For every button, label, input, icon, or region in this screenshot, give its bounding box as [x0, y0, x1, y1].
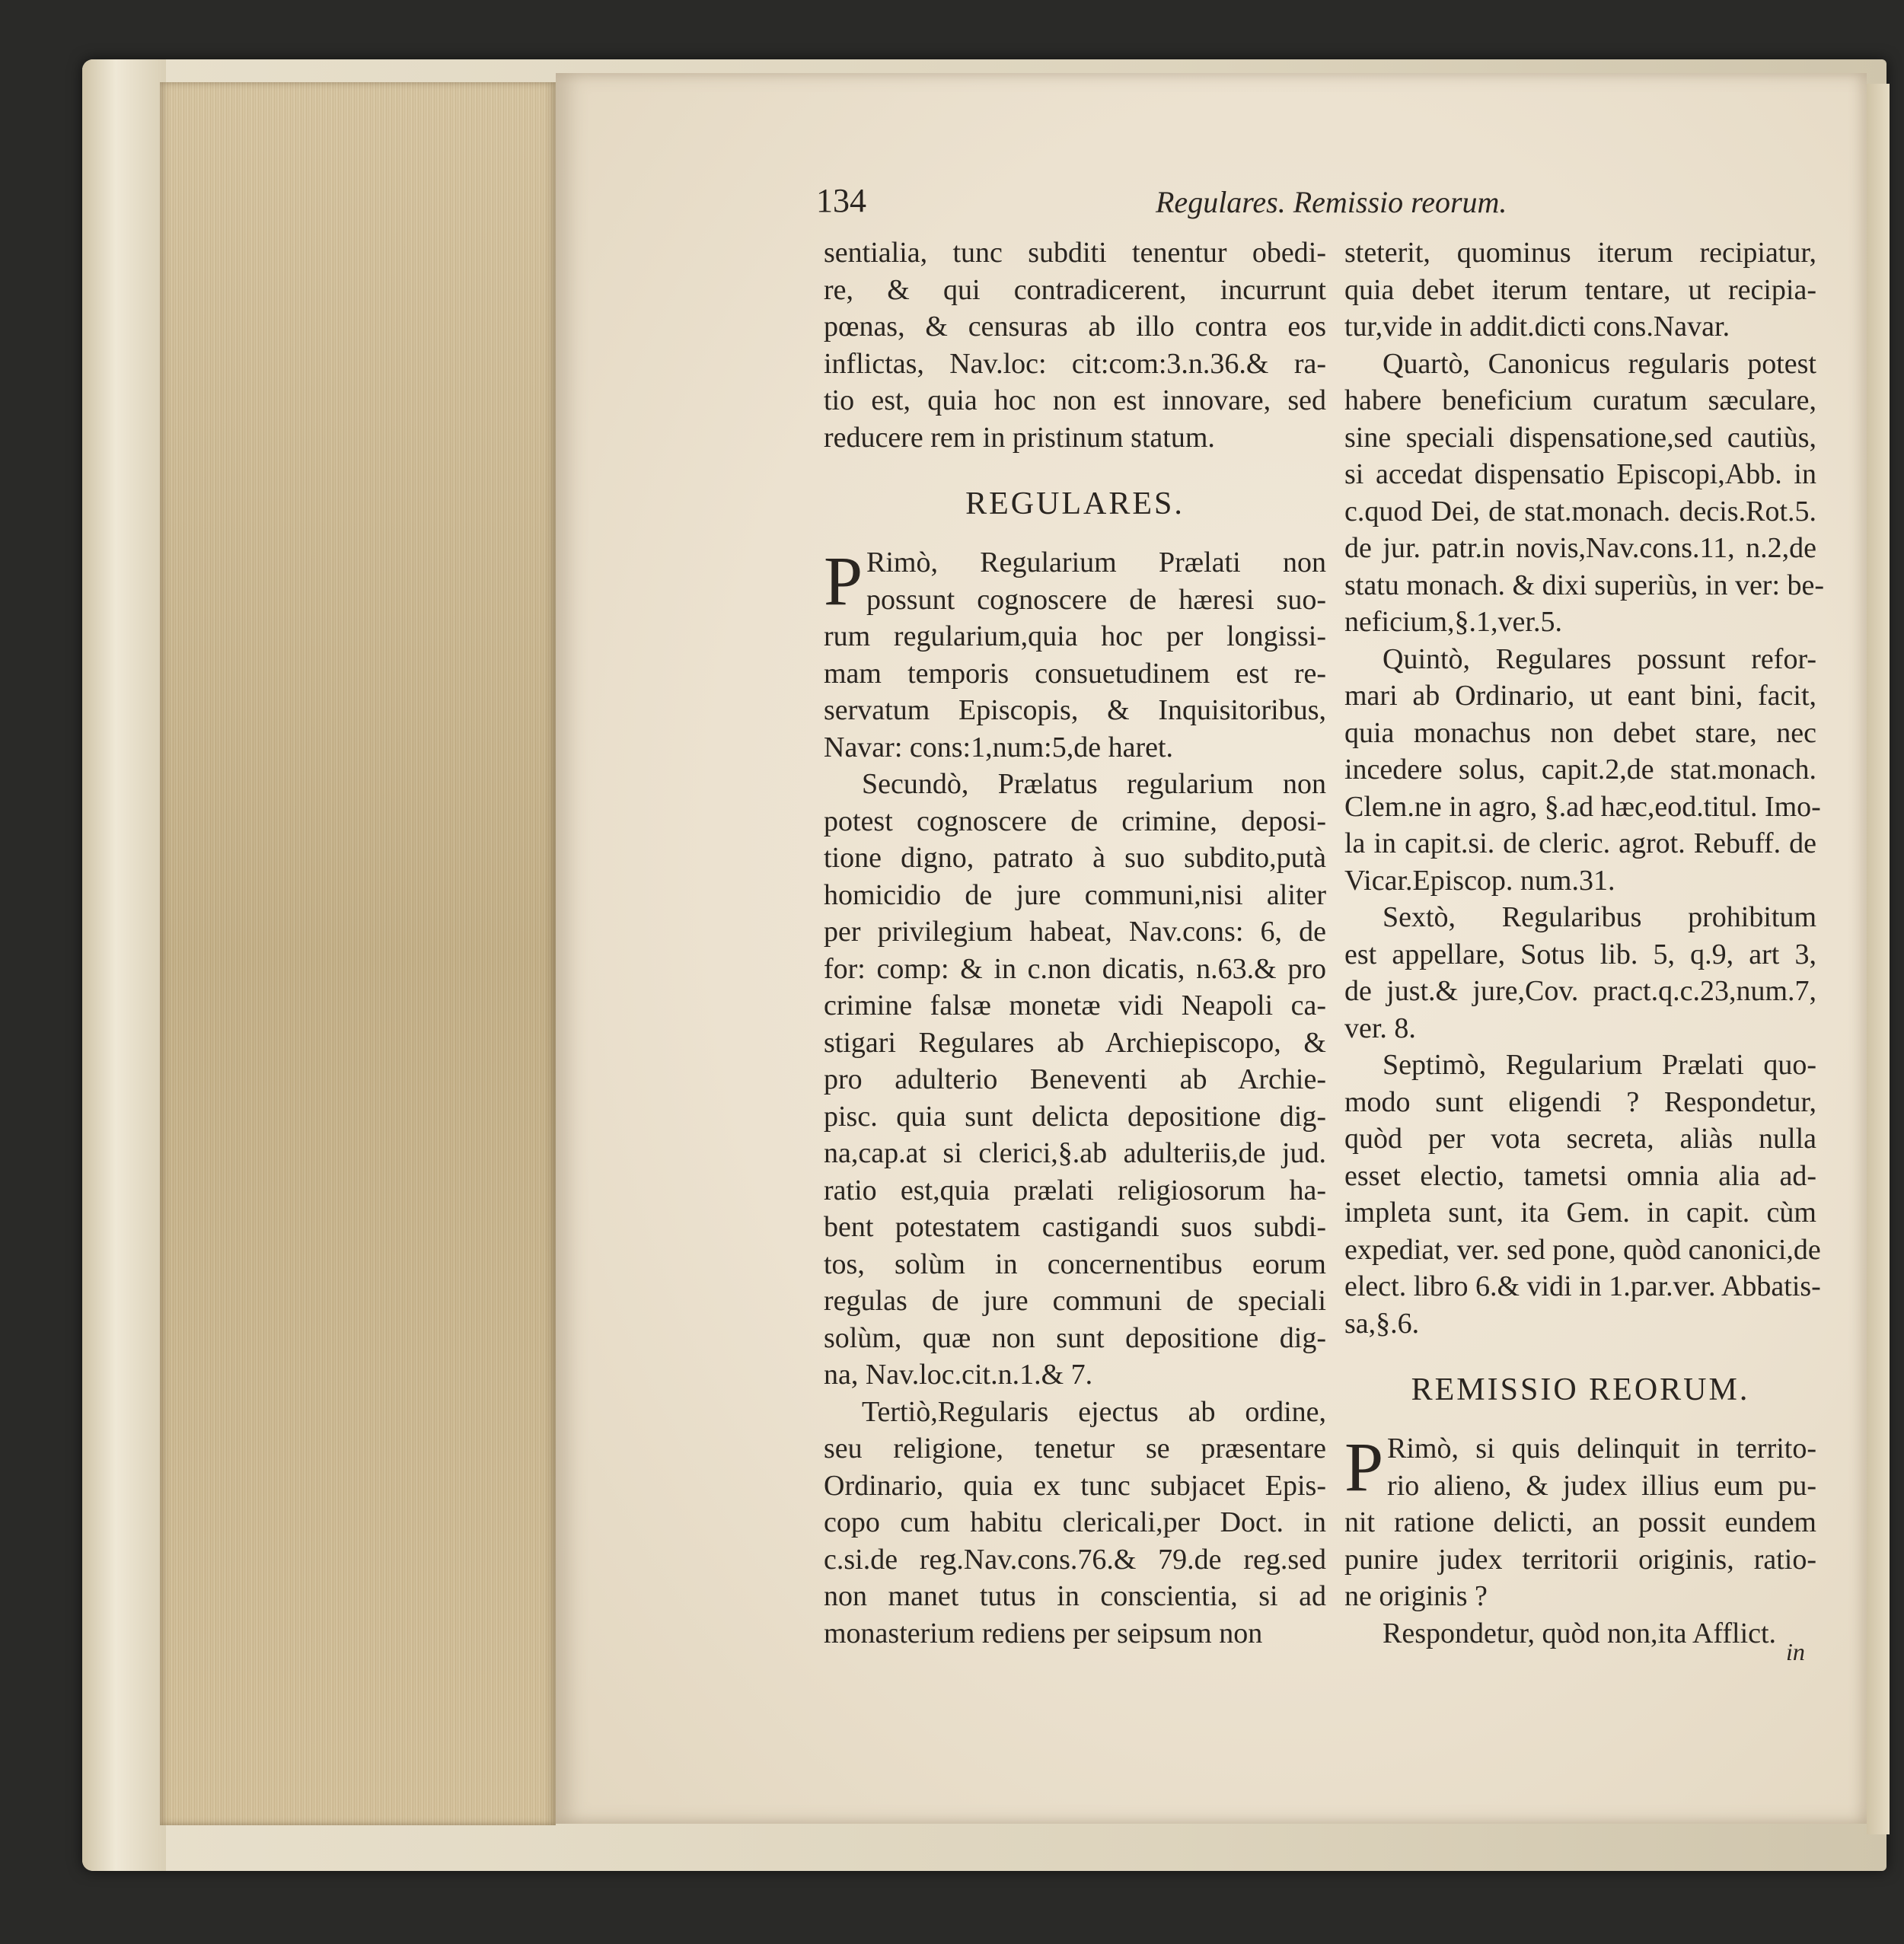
text-line: monasterium rediens per seipsum non [824, 1617, 1263, 1649]
text-line: regulas de jure communi de speciali [824, 1285, 1326, 1317]
text-line: for: comp: & in c.non dicatis, n.63.& pro [824, 952, 1326, 985]
page-number: 134 [816, 182, 866, 219]
text-line: elect. libro 6.& vidi in 1.par.ver. Abbatis- [1344, 1270, 1821, 1302]
text-line: per privilegium habeat, Nav.cons: 6, de [824, 916, 1326, 948]
text-line: Tertiò,Regularis ejectus ab ordine, [862, 1395, 1326, 1428]
text-line: quia monachus non debet stare, nec [1344, 716, 1816, 749]
text-line: tio est, quia hoc non est innovare, sed [824, 384, 1326, 416]
text-line: pisc. quia sunt delicta depositione dig- [824, 1100, 1326, 1133]
text-line: c.quod Dei, de stat.monach. decis.Rot.5. [1344, 495, 1816, 527]
text-line: tione digno, patrato à suo subdito,putà [824, 842, 1326, 874]
section-body [824, 542, 1326, 1653]
text-line: esset electio, tametsi omnia alia ad- [1344, 1159, 1816, 1192]
text-line: c.si.de reg.Nav.cons.76.& 79.de reg.sed [824, 1543, 1326, 1576]
right-cover-edge [1867, 84, 1890, 1834]
catchword: in [1786, 1638, 1805, 1665]
text-line: de jur. patr.in novis,Nav.cons.11, n.2,de [1344, 532, 1816, 564]
text-line: potest cognoscere de crimine, deposi- [824, 805, 1326, 837]
text-line: est appellare, Sotus lib. 5, q.9, art 3, [1344, 938, 1816, 970]
text-line: quòd per vota secreta, aliàs nulla [1344, 1123, 1816, 1155]
section-body [1344, 1428, 1816, 1653]
text-line: mari ab Ordinario, ut eant bini, facit, [1344, 680, 1816, 712]
text-line: servatum Episcopis, & Inquisitoribus, [824, 694, 1326, 726]
text-line: quia debet iterum tentare, ut recipia- [1344, 273, 1816, 306]
text-line: Rimò, si quis delinquit in territo- [1387, 1433, 1816, 1464]
text-line: Septimò, Regularium Prælati quo- [1383, 1049, 1816, 1081]
section-heading: REGULARES. [965, 486, 1185, 521]
text-line: ratio est,quia prælati religiosorum ha- [824, 1174, 1326, 1206]
text-line: sine speciali dispensatione,sed cautiùs, [1344, 421, 1816, 454]
text-line: pro adulterio Beneventi ab Archie- [824, 1063, 1326, 1095]
text-line: nit ratione delicti, an possit eundem [1344, 1506, 1816, 1538]
text-line: copo cum habitu clericali,per Doct. in [824, 1506, 1326, 1538]
text-line: Sextò, Regularibus prohibitum [1383, 901, 1816, 933]
text-line: possunt cognoscere de hæresi suo- [866, 583, 1326, 616]
text-line: Navar: cons:1,num:5,de haret. [824, 731, 1174, 763]
text-line: Quartò, Canonicus regularis potest [1383, 347, 1816, 380]
running-title: Regulares. Remissio reorum. [1156, 185, 1507, 219]
text-line: si accedat dispensatio Episcopi,Abb. in [1344, 458, 1816, 490]
text-line: na, Nav.loc.cit.n.1.& 7. [824, 1359, 1093, 1391]
text-line: de just.& jure,Cov. pract.q.c.23,num.7, [1344, 975, 1816, 1007]
text-line: re, & qui contradicerent, incurrunt [824, 273, 1326, 306]
drop-cap: P [824, 542, 863, 620]
text-line: expediat, ver. sed pone, quòd canonici,de [1344, 1233, 1821, 1266]
text-line: sa,§.6. [1344, 1307, 1420, 1340]
text-line: Rimò, Regularium Prælati non [866, 547, 1326, 578]
text-line: tur,vide in addit.dicti cons.Navar. [1344, 311, 1730, 343]
text-line: modo sunt eligendi ? Respondetur, [1344, 1085, 1816, 1118]
text-line: ver. 8. [1344, 1012, 1416, 1044]
text-line: na,cap.at si clerici,§.ab adulteriis,de jud. [824, 1137, 1326, 1169]
text-line: Respondetur, quòd non,ita Afflict. [1383, 1617, 1777, 1649]
text-line: reducere rem in pristinum statum. [824, 421, 1215, 454]
text-line: inflictas, Nav.loc: cit:com:3.n.36.& ra- [824, 347, 1326, 380]
right-column [1344, 236, 1825, 1653]
text-line: crimine falsæ monetæ vidi Neapoli ca- [824, 990, 1326, 1021]
text-line: Quintò, Regulares possunt refor- [1383, 642, 1816, 675]
text-line: bent potestatem castigandi suos subdi- [824, 1211, 1326, 1243]
text-line: neficium,§.1,ver.5. [1344, 606, 1562, 638]
text-line: Ordinario, quia ex tunc subjacet Epis- [824, 1469, 1326, 1502]
text-line: mam temporis consuetudinem est re- [824, 657, 1326, 690]
text-line: Secundò, Prælatus regularium non [862, 768, 1326, 800]
text-line: steterit, quominus iterum recipiatur, [1344, 237, 1816, 269]
text-line: rum regularium,quia hoc per longissi- [824, 620, 1326, 652]
left-column [824, 236, 1326, 1653]
drop-cap: P [1344, 1428, 1384, 1506]
text-line: impleta sunt, ita Gem. in capit. cùm [1344, 1197, 1816, 1229]
text-line: punire judex territorii originis, ratio- [1344, 1543, 1816, 1576]
text-line: rio alieno, & judex illius eum pu- [1387, 1469, 1816, 1502]
text-line: solùm, quæ non sunt depositione dig- [824, 1321, 1326, 1354]
text-line: seu religione, tenetur se præsentare [824, 1433, 1326, 1464]
section-heading: REMISSIO REORUM. [1411, 1372, 1750, 1407]
text-line: pœnas, & censuras ab illo contra eos [824, 311, 1326, 343]
text-line: la in capit.si. de cleric. agrot. Rebuff. de [1344, 827, 1816, 859]
text-line: sentialia, tunc subditi tenentur obedi- [824, 237, 1326, 269]
page-edges-stack [160, 82, 556, 1825]
text-line: incedere solus, capit.2,de stat.monach. [1344, 754, 1816, 786]
text-line: tos, solùm in concernentibus eorum [824, 1248, 1326, 1280]
text-line: homicidio de jure communi,nisi aliter [824, 878, 1326, 911]
text-line: statu monach. & dixi superiùs, in ver: be- [1344, 569, 1825, 601]
text-line: Clem.ne in agro, §.ad hæc,eod.titul. Imo- [1344, 790, 1821, 823]
text-line: habere beneficium curatum sæculare, [1344, 384, 1816, 416]
text-line: Vicar.Episcop. num.31. [1344, 864, 1615, 897]
text-line: non manet tutus in conscientia, si ad [824, 1580, 1326, 1612]
text-line: ne originis ? [1344, 1580, 1488, 1612]
text-line: stigari Regulares ab Archiepiscopo, & [824, 1026, 1326, 1059]
spine-edge [82, 59, 166, 1871]
